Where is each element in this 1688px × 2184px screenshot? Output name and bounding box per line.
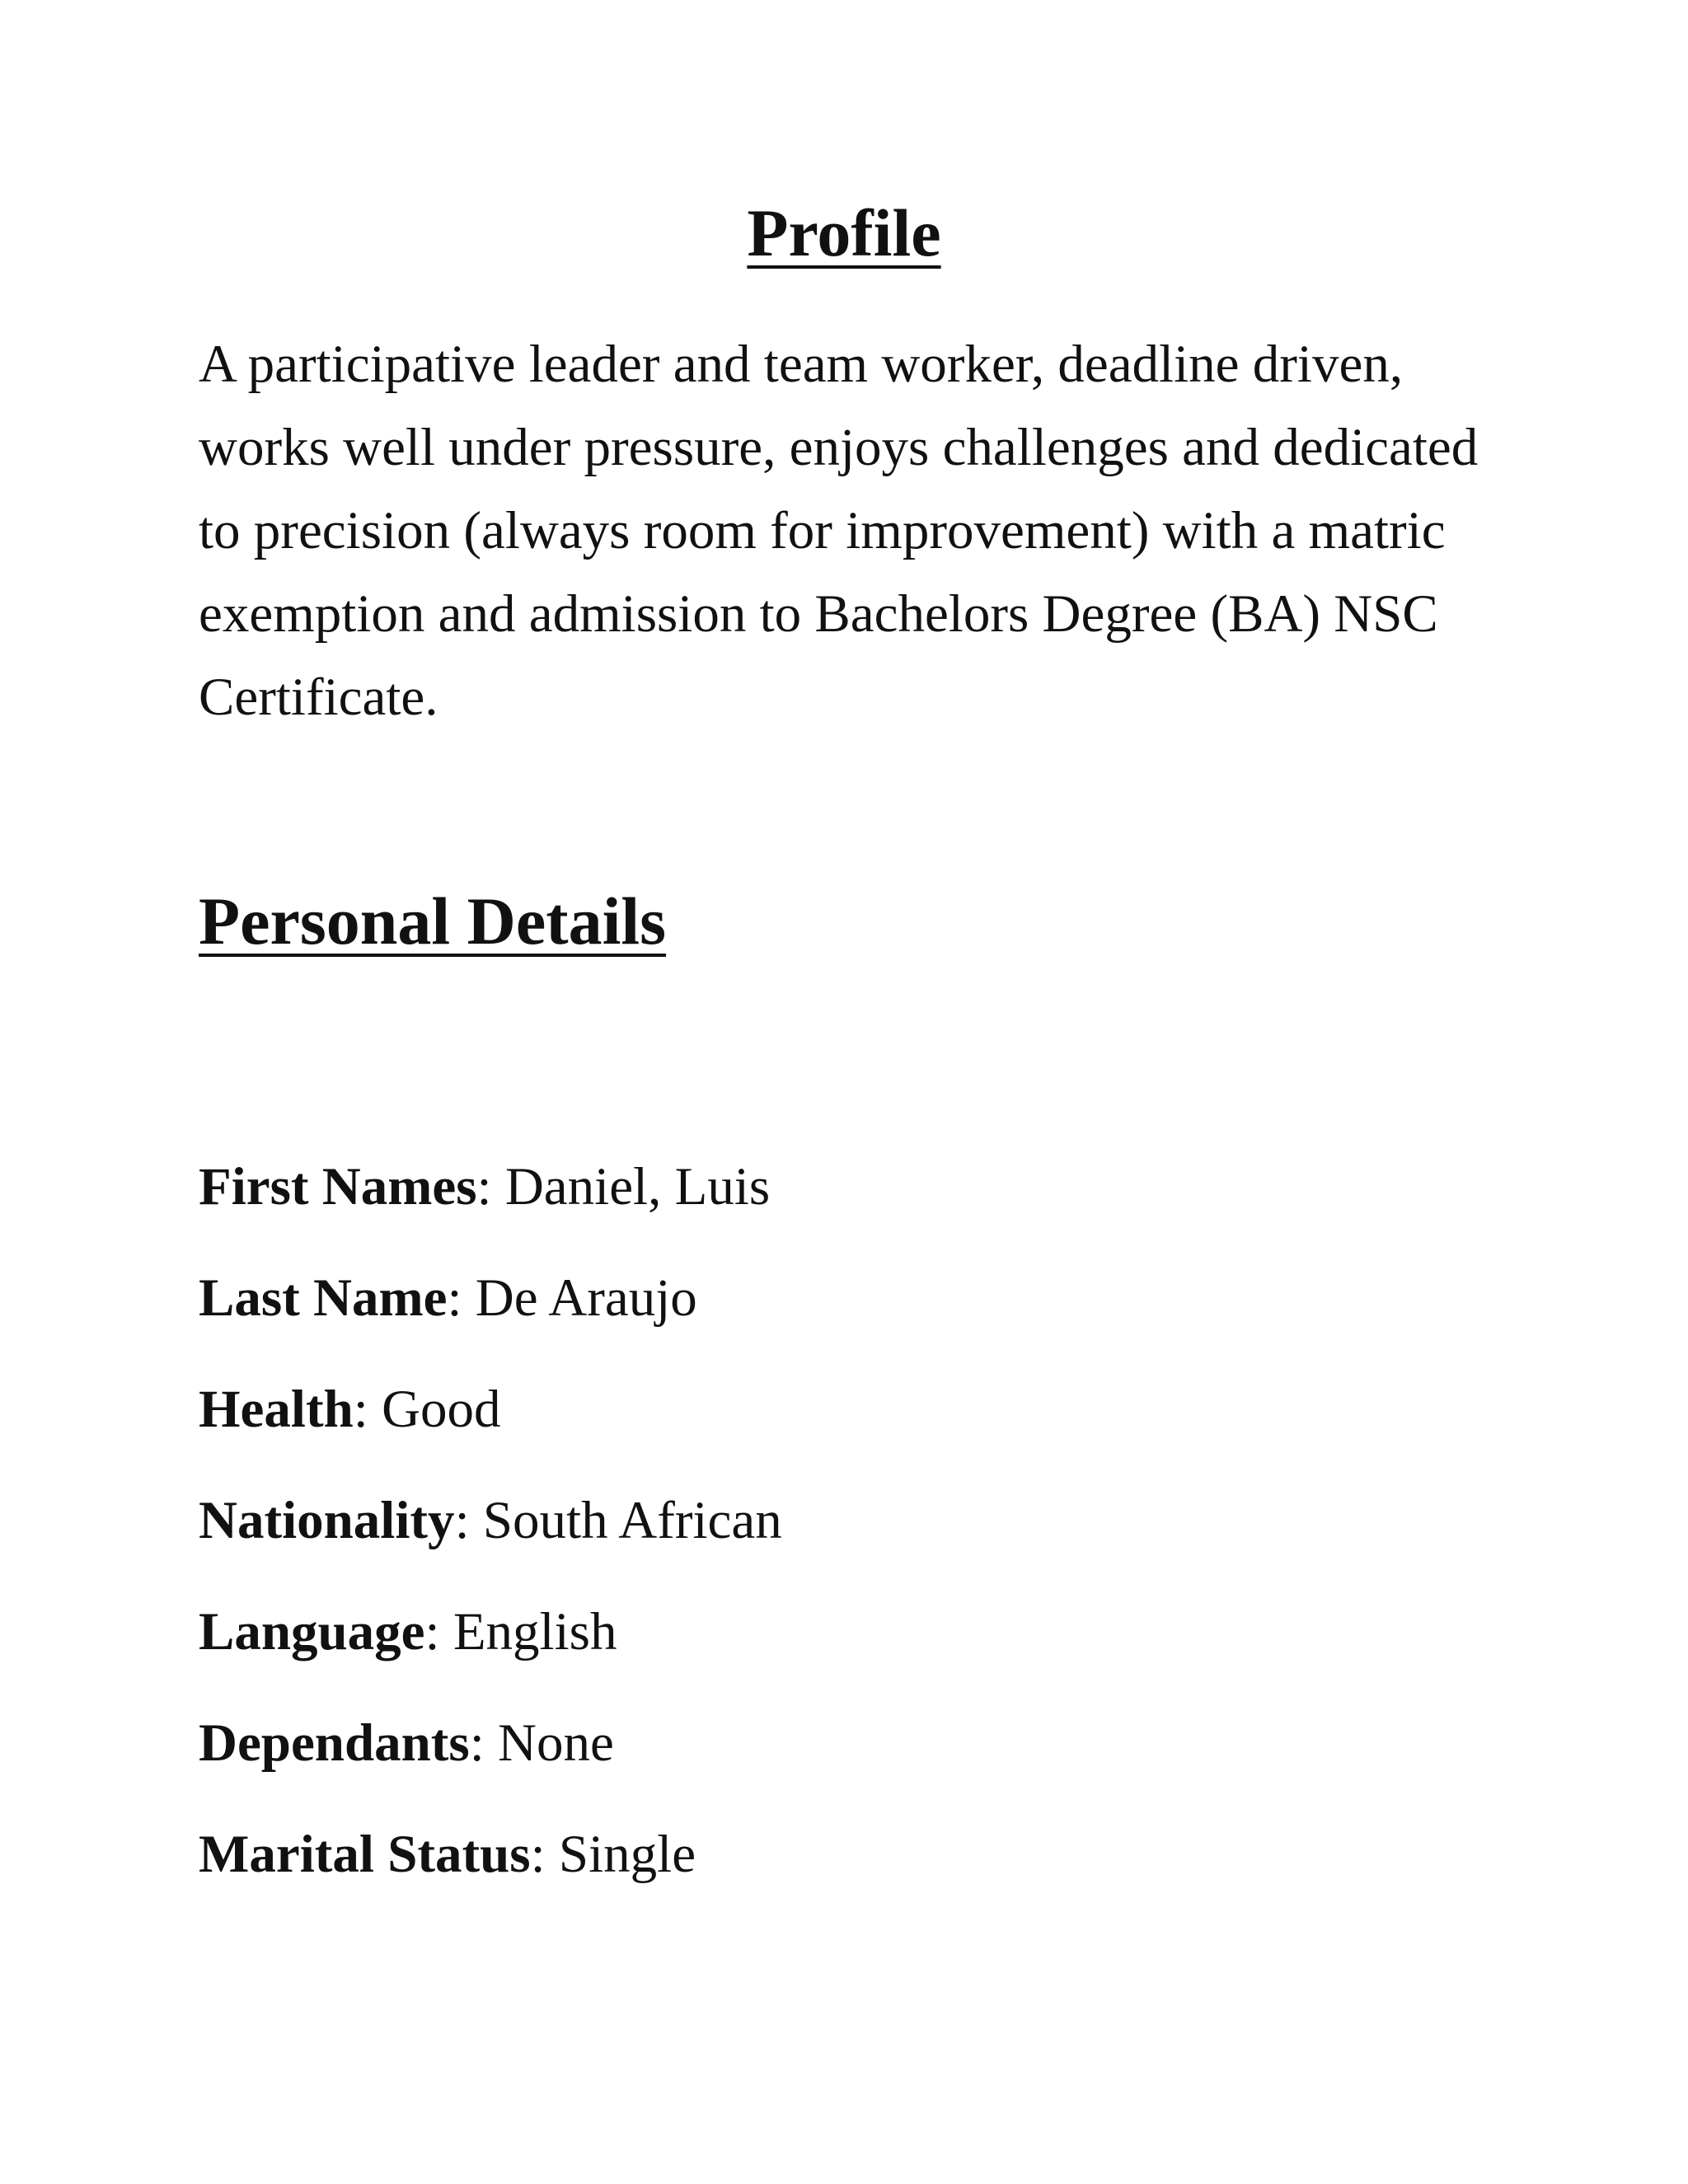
detail-label: Last Name bbox=[199, 1268, 448, 1328]
detail-row-last-name: Last Name: De Araujo bbox=[199, 1268, 697, 1328]
detail-label: Dependants bbox=[199, 1713, 470, 1773]
detail-value: De Araujo bbox=[475, 1268, 697, 1328]
profile-heading: Profile bbox=[747, 195, 941, 270]
detail-row-language: Language: English bbox=[199, 1602, 617, 1661]
profile-summary: A participative leader and team worker, deadline driven, works well under pressure, enjoys challenges and dedicated to precision (always room for improvement) with a matric exemption and admission to Bachelors Degree (BA) NSC Certificate. bbox=[199, 335, 1479, 727]
detail-value: English bbox=[452, 1602, 617, 1661]
detail-label: Nationality bbox=[199, 1491, 455, 1550]
detail-value: Good bbox=[382, 1380, 501, 1439]
detail-value: Daniel, Luis bbox=[504, 1157, 771, 1216]
detail-row-marital-status: Marital Status: Single bbox=[199, 1825, 696, 1884]
detail-label: First Names bbox=[199, 1157, 477, 1216]
detail-value: Single bbox=[558, 1825, 696, 1884]
detail-value: None bbox=[498, 1713, 614, 1773]
detail-label: Language bbox=[199, 1602, 425, 1661]
detail-label: Marital Status bbox=[199, 1825, 531, 1884]
detail-row-first-names: First Names: Daniel, Luis bbox=[199, 1157, 771, 1216]
detail-row-health: Health: Good bbox=[199, 1380, 501, 1439]
personal-details-heading: Personal Details bbox=[199, 883, 667, 958]
detail-value: South African bbox=[482, 1491, 782, 1550]
detail-row-nationality: Nationality: South African bbox=[199, 1491, 782, 1550]
personal-details-list bbox=[199, 1146, 782, 1924]
detail-label: Health bbox=[199, 1380, 354, 1439]
detail-row-dependants: Dependants: None bbox=[199, 1713, 614, 1773]
